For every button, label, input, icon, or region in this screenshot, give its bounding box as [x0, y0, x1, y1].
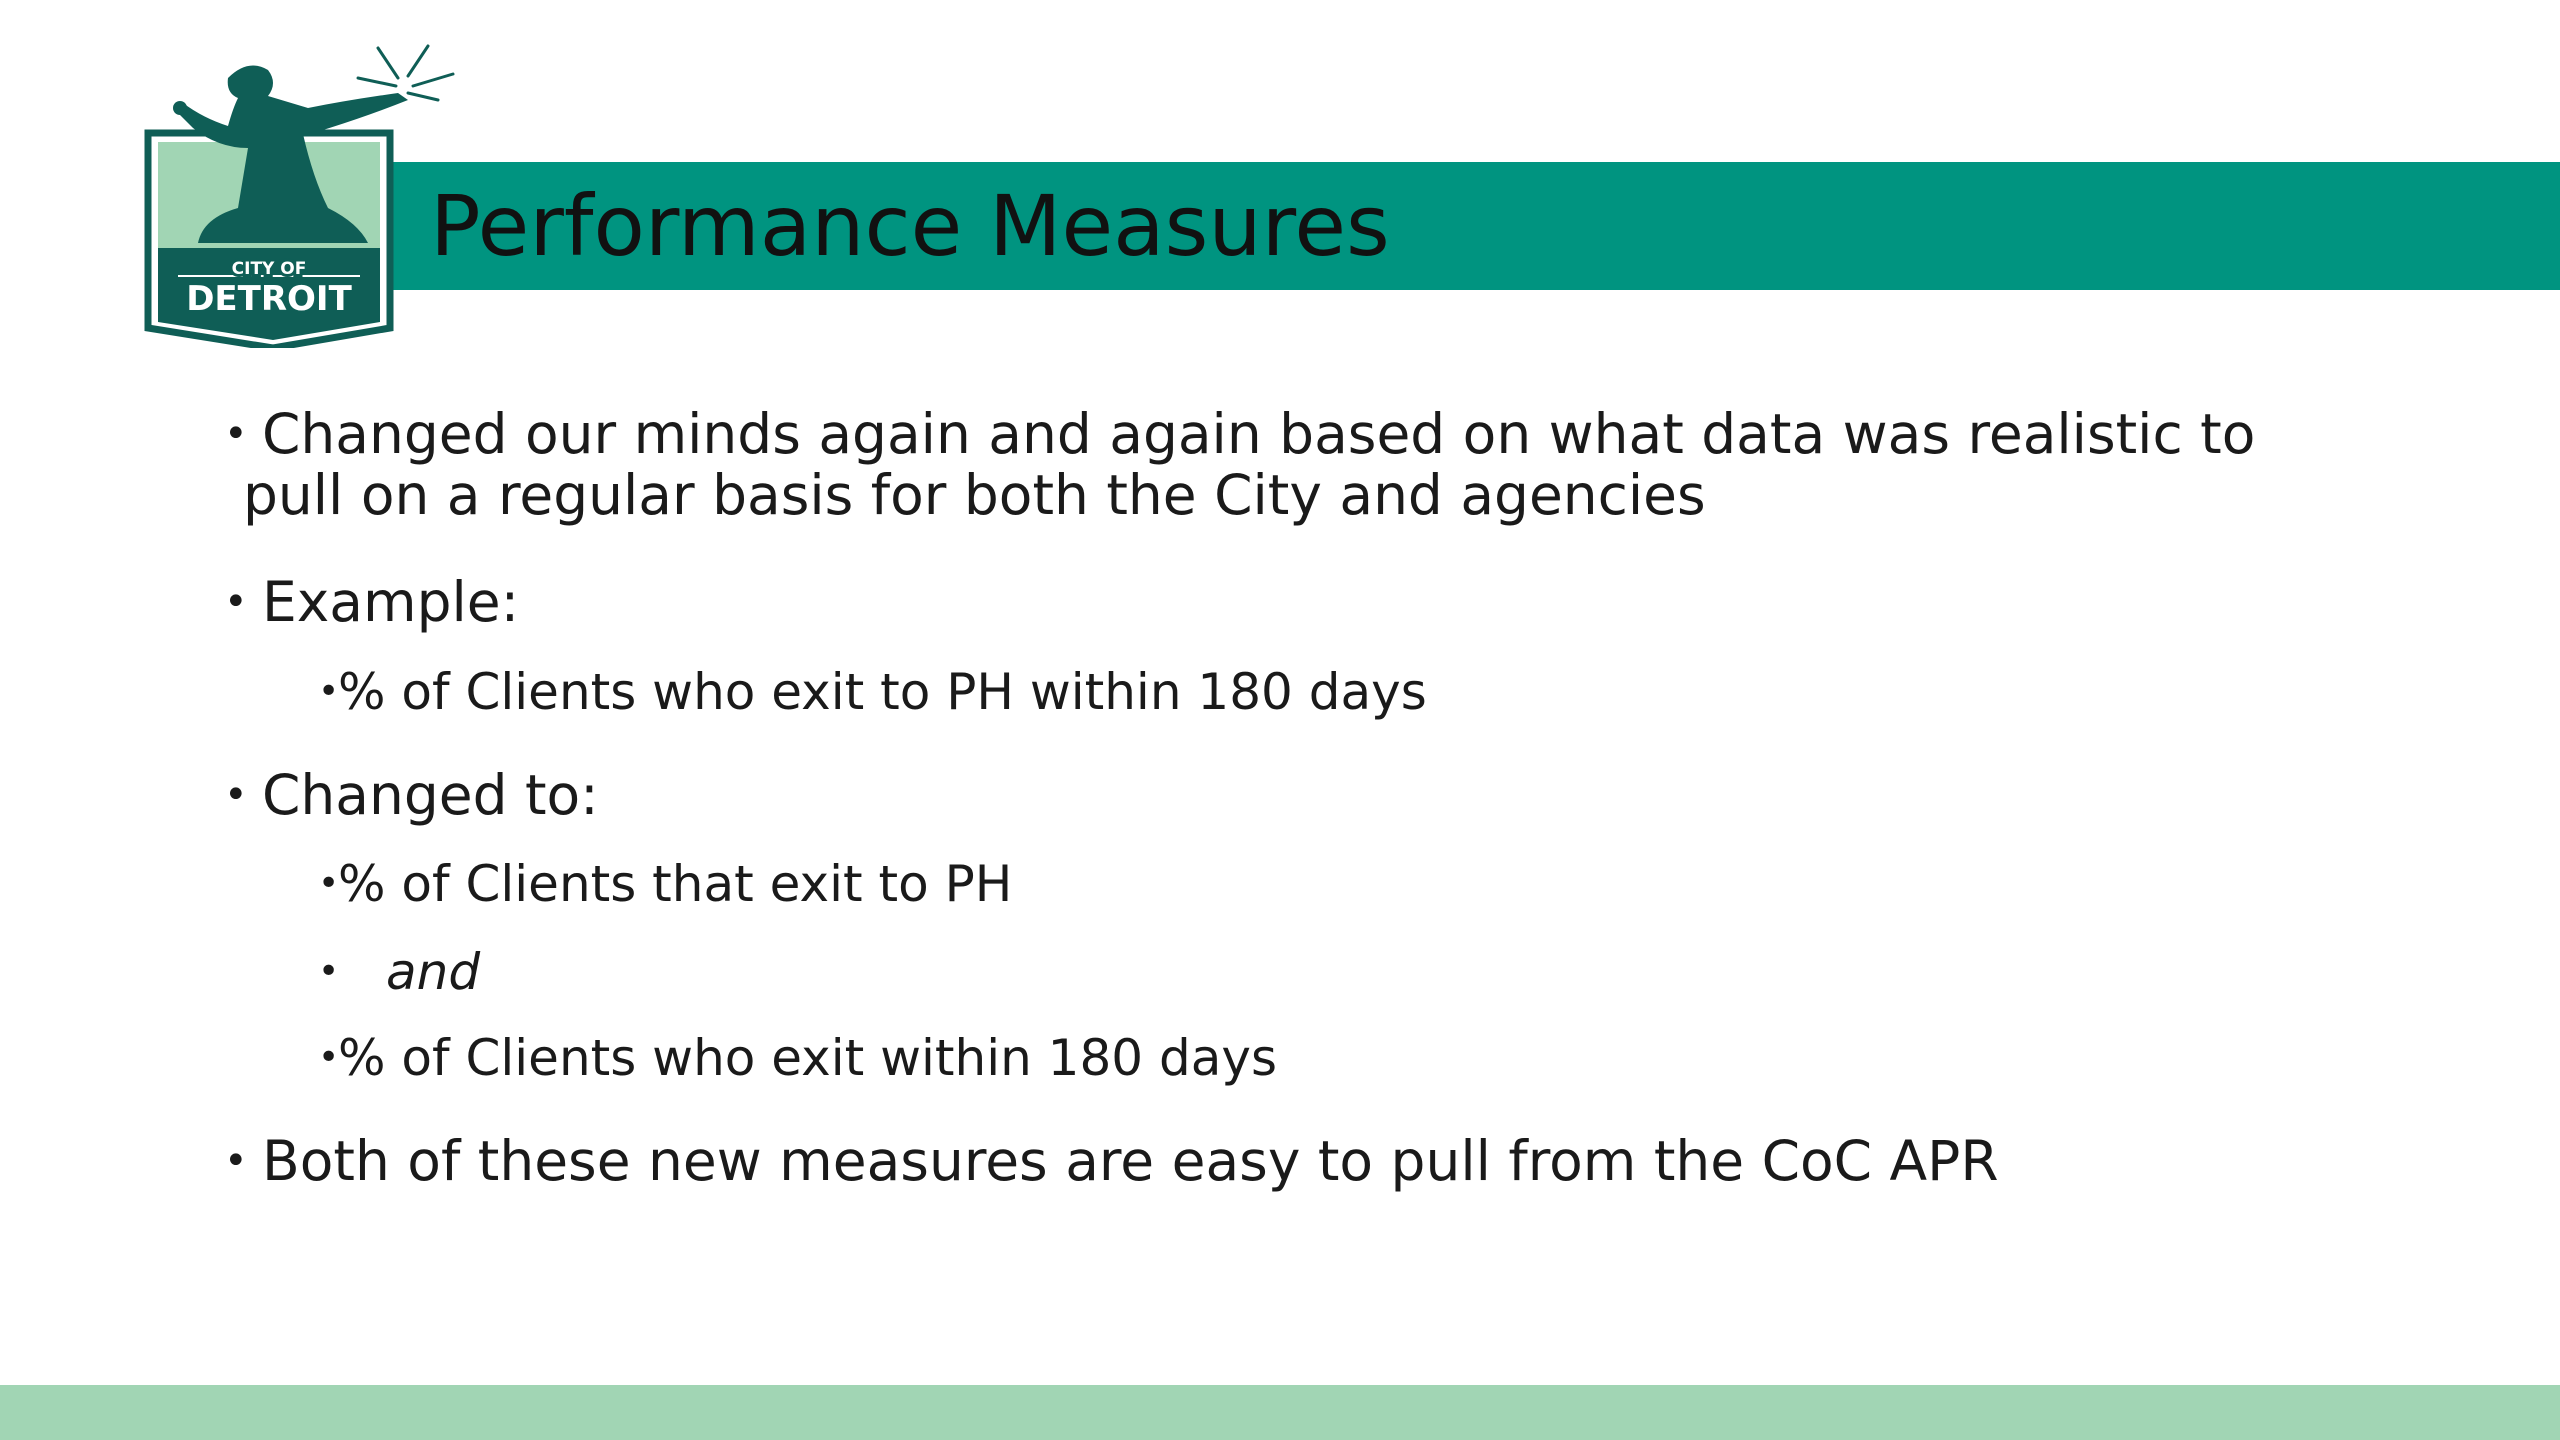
logo-text-city-of: CITY OF	[231, 259, 307, 279]
bullet-marker: •	[224, 1138, 248, 1184]
bullet-example: Example:	[262, 570, 520, 634]
sub-bullet-marker: •	[318, 1037, 340, 1078]
bullet-changed-to: Changed to:	[262, 763, 599, 827]
slide-title: Performance Measures	[430, 177, 1390, 275]
sub-bullet-and: and	[386, 943, 481, 1001]
logo-text-detroit: DETROIT	[186, 279, 352, 319]
bullet-changed-minds-line2: pull on a regular basis for both the City and agencies	[243, 463, 1706, 527]
bullet-marker: •	[224, 772, 248, 818]
sub-bullet-exit-within-180: % of Clients who exit within 180 days	[338, 1029, 1278, 1087]
bullet-changed-minds-line1: Changed our minds again and again based on what data was realistic to	[262, 402, 2256, 466]
bullet-marker: •	[224, 579, 248, 625]
sub-bullet-exit-ph-within-180: % of Clients who exit to PH within 180 days	[338, 663, 1427, 721]
bullet-marker: •	[224, 411, 248, 457]
bottom-band	[0, 1385, 2560, 1440]
sub-bullet-marker: •	[318, 671, 340, 712]
sub-bullet-exit-to-ph: % of Clients that exit to PH	[338, 855, 1013, 913]
bullet-both-measures: Both of these new measures are easy to pull from the CoC APR	[262, 1129, 1999, 1193]
sub-bullet-marker: •	[318, 951, 340, 992]
sub-bullet-marker: •	[318, 863, 340, 904]
